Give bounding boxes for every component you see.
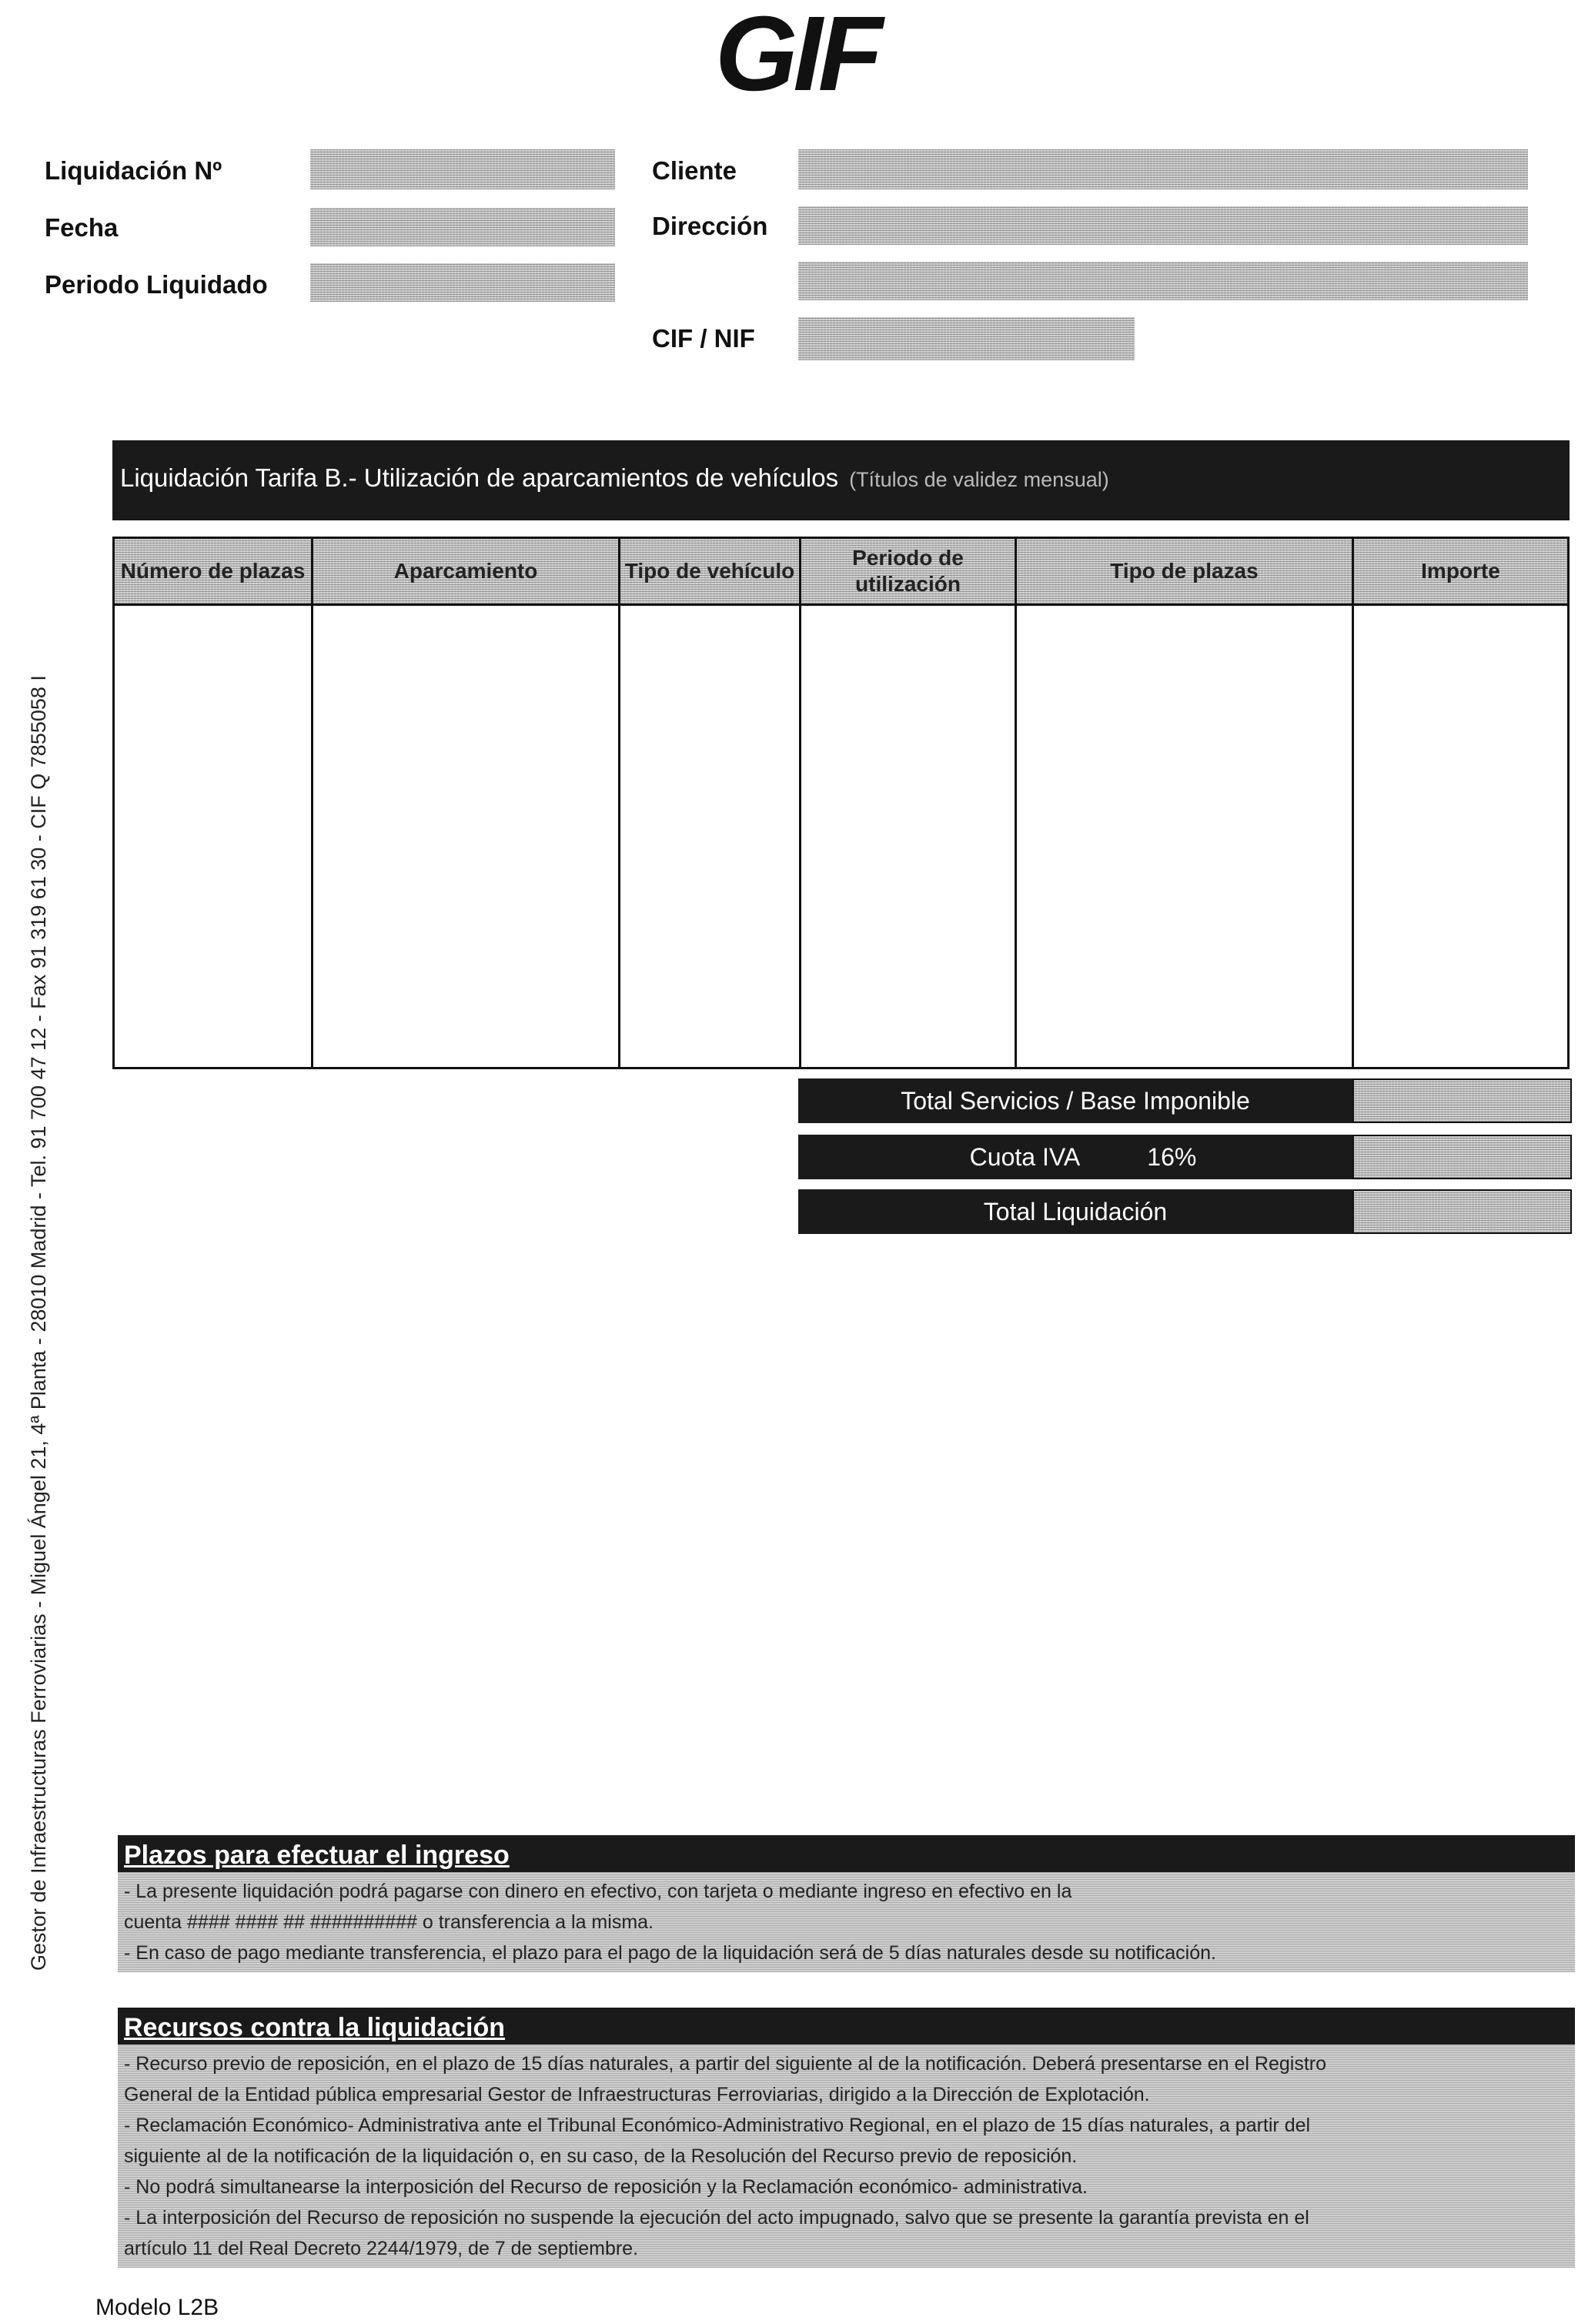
gif-logo: GIF [715,0,878,113]
section-title [120,463,1109,493]
recursos-line: - Recurso previo de reposición, en el plazo de 15 días naturales, a partir del siguiente al de la notificación. Deberá presentarse en el Registro [124,2053,1327,2075]
fecha-label: Fecha [45,213,119,242]
periodo-redacted-field [310,263,615,302]
side-address-text: Gestor de Infraestructuras Ferroviarias - Miguel Ángel 21, 4ª Planta - 28010 Madrid - Tel. 91 700 47 12 - Fax 91 319 61 30 - CIF Q 7855058 I [27,675,50,1971]
column-header-tipo-vehiculo: Tipo de vehículo [624,559,795,583]
recursos-body [118,2045,1575,2268]
recursos-title: Recursos contra la liquidación [124,2013,506,2042]
form-model-label: Modelo L2B [95,2295,219,2320]
direccion-redacted-field-1 [798,206,1528,245]
recursos-line: General de la Entidad pública empresarial Gestor de Infraestructuras Ferroviarias, dirigido a la Dirección de Explotación. [124,2084,1150,2105]
recursos-heading [118,2008,1575,2045]
section-subtitle: (Títulos de validez mensual) [849,468,1109,491]
plazos-line: - En caso de pago mediante transferencia, el plazo para el pago de la liquidación será de 5 días naturales desde su notificación. [124,1942,1216,1964]
section-header-bar [112,440,1570,520]
direccion-label: Dirección [652,212,768,240]
cuota-iva-bar [798,1135,1352,1179]
cliente-label: Cliente [652,156,737,185]
recursos-line: artículo 11 del Real Decreto 2244/1979, de 7 de septiembre. [124,2238,639,2259]
plazos-title: Plazos para efectuar el ingreso [124,1841,510,1870]
fecha-redacted-field [310,208,615,246]
column-header-aparcamiento: Aparcamiento [393,559,538,583]
iva-rate: 16% [1147,1143,1197,1171]
plazos-body [118,1872,1575,1972]
column-header-importe: Importe [1421,559,1500,583]
recursos-line: - La interposición del Recurso de reposición no suspende la ejecución del acto impugnado, salvo que se presente la garantía prevista en el [124,2207,1309,2229]
total-liquidacion-redacted-value [1352,1189,1572,1234]
section-title-text: Liquidación Tarifa B.- Utilización de aparcamientos de vehículos [120,463,839,492]
total-liquidacion-label: Total Liquidación [798,1189,1352,1234]
recursos-line: - Reclamación Económico- Administrativa ante el Tribunal Económico-Administrativo Regional, en el plazo de 15 días naturales, a partir del [124,2115,1311,2136]
plazos-line: - La presente liquidación podrá pagarse con dinero en efectivo, con tarjeta o mediante ingreso en efectivo en la [124,1881,1072,1902]
base-imponible-redacted-value [1352,1078,1572,1123]
column-header-periodo-utilizacion: Periodo de utilización [852,546,964,596]
liquidacion-redacted-field [310,149,615,189]
table-header [112,537,1570,606]
plazos-heading [118,1835,1575,1872]
cliente-redacted-field [798,149,1528,189]
recursos-line: siguiente al de la notificación de la liquidación o, en su caso, de la Resolución del Recurso previo de reposición. [124,2145,1078,2167]
cuota-iva-redacted-value [1352,1135,1572,1179]
periodo-label: Periodo Liquidado [45,270,268,299]
column-header-numero-plazas: Número de plazas [120,559,306,583]
liquidacion-label: Liquidación Nº [45,156,222,185]
table-body [112,606,1570,1069]
column-header-tipo-plazas: Tipo de plazas [1110,559,1259,583]
cuota-iva-label: Cuota IVA [969,1143,1079,1171]
plazos-line: cuenta #### #### ## ########## o transferencia a la misma. [124,1911,654,1933]
cif-label: CIF / NIF [652,324,755,353]
cif-redacted-field [798,317,1135,360]
direccion-redacted-field-2 [798,262,1528,300]
base-imponible-label: Total Servicios / Base Imponible [798,1078,1352,1123]
recursos-line: - No podrá simultanearse la interposición del Recurso de reposición y la Reclamación económico- administrativa. [124,2176,1088,2198]
